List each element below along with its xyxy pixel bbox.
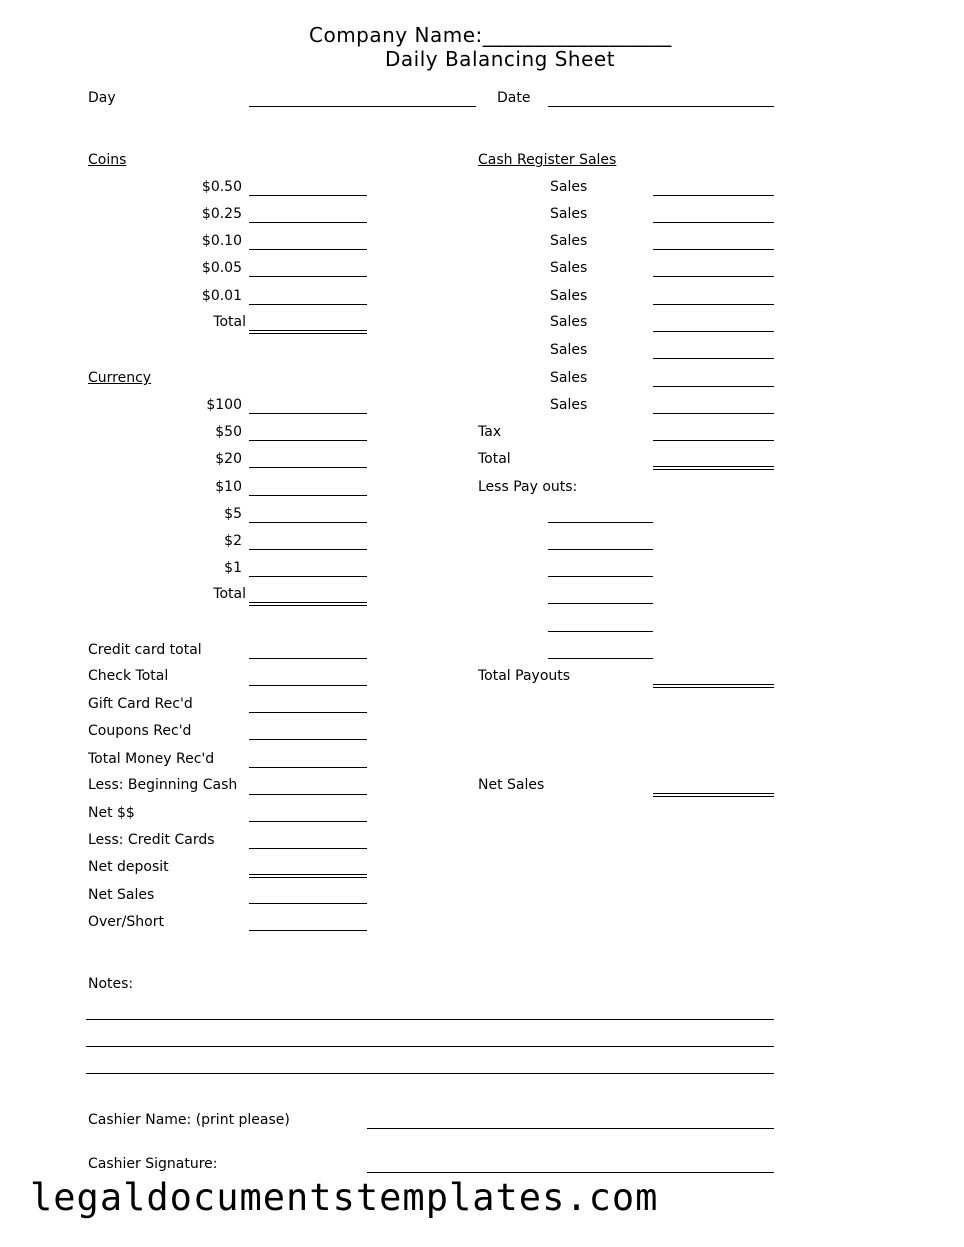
beginning-cash-label: Less: Beginning Cash (88, 777, 238, 793)
sales-label: Sales (550, 314, 588, 330)
sales-line[interactable] (653, 331, 774, 332)
coin-label: $0.05 (201, 260, 242, 276)
page-title: Daily Balancing Sheet (385, 47, 616, 71)
net-sales-left-label: Net Sales (88, 887, 155, 903)
coin-total-label: Total (213, 314, 246, 330)
currency-label: $2 (224, 533, 242, 549)
currency-label: $1 (224, 560, 242, 576)
currency-label: $10 (215, 479, 242, 495)
currency-total-line[interactable] (249, 602, 367, 606)
coin-line[interactable] (249, 276, 367, 277)
total-payouts-line[interactable] (653, 684, 774, 688)
coin-label: $0.50 (201, 179, 242, 195)
coin-line[interactable] (249, 222, 367, 223)
sales-label: Sales (550, 206, 588, 222)
sales-label: Sales (550, 397, 588, 413)
coin-line[interactable] (249, 195, 367, 196)
coin-label: $0.10 (201, 233, 242, 249)
tax-label: Tax (478, 424, 502, 440)
payout-line[interactable] (548, 603, 653, 604)
currency-label: $20 (215, 451, 242, 467)
notes-line[interactable] (86, 1073, 774, 1074)
net-sales-right-line[interactable] (653, 793, 774, 797)
currency-line[interactable] (249, 522, 367, 523)
currency-label: $5 (224, 506, 242, 522)
sales-line[interactable] (653, 304, 774, 305)
less-payouts-label: Less Pay outs: (478, 479, 578, 495)
net-deposit-label: Net deposit (88, 859, 169, 875)
company-name-field[interactable]: Company Name:__________________ (309, 23, 672, 47)
net-sales-right-label: Net Sales (478, 777, 545, 793)
sales-label: Sales (550, 179, 588, 195)
coin-line[interactable] (249, 304, 367, 305)
payout-line[interactable] (548, 522, 653, 523)
sales-label: Sales (550, 342, 588, 358)
sales-label: Sales (550, 260, 588, 276)
total-money-label: Total Money Rec'd (88, 751, 215, 767)
sales-line[interactable] (653, 276, 774, 277)
day-line[interactable] (249, 106, 476, 107)
notes-line[interactable] (86, 1019, 774, 1020)
coupons-label: Coupons Rec'd (88, 723, 192, 739)
register-heading: Cash Register Sales (478, 152, 617, 168)
tax-line[interactable] (653, 440, 774, 441)
currency-line[interactable] (249, 549, 367, 550)
date-line[interactable] (548, 106, 774, 107)
payout-line[interactable] (548, 549, 653, 550)
payout-line[interactable] (548, 576, 653, 577)
notes-line[interactable] (86, 1046, 774, 1047)
total-payouts-label: Total Payouts (478, 668, 571, 684)
date-label: Date (497, 90, 531, 106)
coin-label: $0.25 (201, 206, 242, 222)
watermark-text: legaldocumentstemplates.com (30, 1176, 659, 1219)
check-total-label: Check Total (88, 668, 169, 684)
net-sales-left-line[interactable] (249, 903, 367, 904)
currency-line[interactable] (249, 576, 367, 577)
sales-line[interactable] (653, 386, 774, 387)
net-deposit-line[interactable] (249, 874, 367, 878)
currency-label: $100 (206, 397, 242, 413)
currency-line[interactable] (249, 413, 367, 414)
less-credit-cards-line[interactable] (249, 848, 367, 849)
cashier-signature-label: Cashier Signature: (88, 1156, 218, 1172)
net-dollars-label: Net $$ (88, 805, 135, 821)
sales-line[interactable] (653, 358, 774, 359)
day-label: Day (88, 90, 116, 106)
currency-total-label: Total (213, 586, 246, 602)
gift-card-label: Gift Card Rec'd (88, 696, 193, 712)
over-short-label: Over/Short (88, 914, 164, 930)
coin-label: $0.01 (201, 288, 242, 304)
cashier-name-label: Cashier Name: (print please) (88, 1112, 290, 1128)
sales-label: Sales (550, 233, 588, 249)
register-total-line[interactable] (653, 466, 774, 470)
beginning-cash-line[interactable] (249, 794, 367, 795)
total-money-line[interactable] (249, 767, 367, 768)
sales-label: Sales (550, 370, 588, 386)
credit-card-total-line[interactable] (249, 658, 367, 659)
check-total-line[interactable] (249, 685, 367, 686)
cashier-signature-line[interactable] (367, 1172, 774, 1173)
sales-label: Sales (550, 288, 588, 304)
coins-heading: Coins (88, 152, 127, 168)
coupons-line[interactable] (249, 739, 367, 740)
payout-line[interactable] (548, 631, 653, 632)
notes-label: Notes: (88, 976, 134, 992)
currency-heading: Currency (88, 370, 152, 386)
currency-line[interactable] (249, 495, 367, 496)
sales-line[interactable] (653, 195, 774, 196)
currency-line[interactable] (249, 440, 367, 441)
register-total-label: Total (478, 451, 511, 467)
cashier-name-line[interactable] (367, 1128, 774, 1129)
net-dollars-line[interactable] (249, 821, 367, 822)
coin-line[interactable] (249, 249, 367, 250)
payout-line[interactable] (548, 658, 653, 659)
currency-line[interactable] (249, 467, 367, 468)
sales-line[interactable] (653, 222, 774, 223)
credit-card-total-label: Credit card total (88, 642, 202, 658)
over-short-line[interactable] (249, 930, 367, 931)
sales-line[interactable] (653, 413, 774, 414)
gift-card-line[interactable] (249, 712, 367, 713)
coin-total-line[interactable] (249, 330, 367, 334)
currency-label: $50 (215, 424, 242, 440)
sales-line[interactable] (653, 249, 774, 250)
less-credit-cards-label: Less: Credit Cards (88, 832, 215, 848)
